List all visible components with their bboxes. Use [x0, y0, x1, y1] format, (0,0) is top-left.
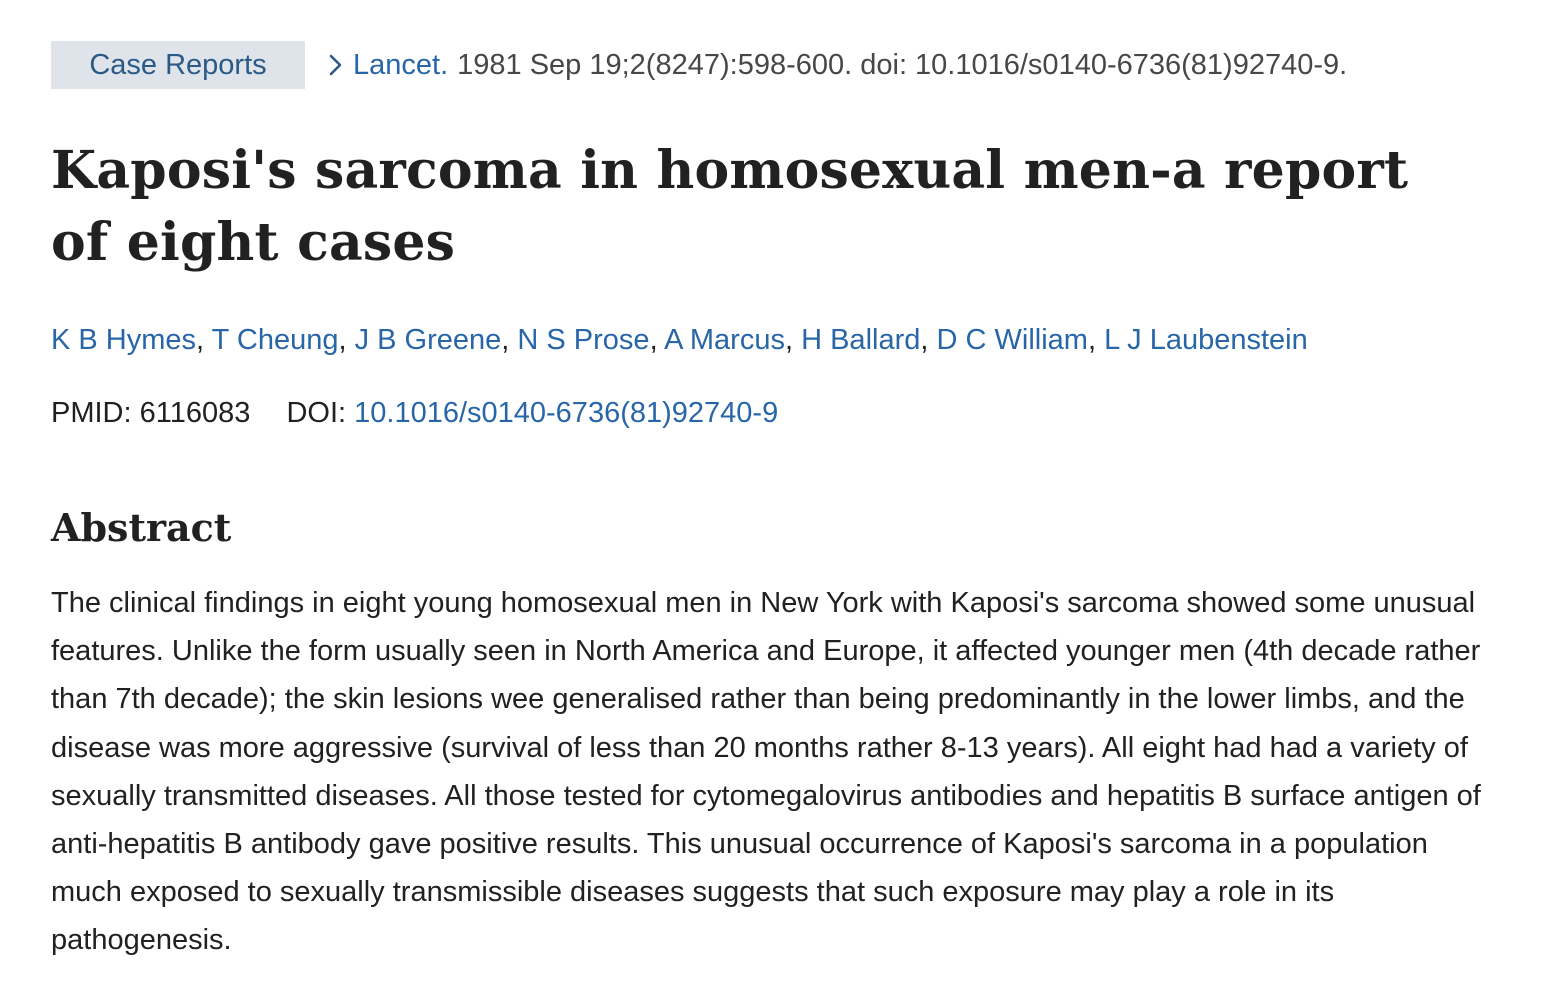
author-separator: , — [784, 324, 802, 356]
author-separator: , — [920, 324, 937, 356]
author-separator: , — [196, 324, 212, 356]
author-link[interactable]: H Ballard — [801, 324, 921, 356]
doi-label: DOI: — [286, 397, 347, 429]
author-link[interactable]: L J Laubenstein — [1104, 324, 1308, 356]
author-separator: , — [1087, 324, 1105, 356]
journal-link[interactable]: Lancet. — [353, 48, 449, 81]
authors-list — [51, 318, 1308, 362]
author-link[interactable]: J B Greene — [354, 324, 502, 356]
author-link[interactable]: K B Hymes — [51, 324, 197, 356]
author-separator: , — [649, 324, 665, 356]
chevron-right-icon — [329, 53, 343, 77]
pmid-label: PMID: — [51, 397, 132, 429]
author-separator: , — [338, 324, 355, 356]
article-identifiers — [51, 391, 778, 435]
article-title: Kaposi's sarcoma in homosexual men-a report of eight cases — [51, 140, 1409, 273]
author-link[interactable]: T Cheung — [211, 324, 339, 356]
author-link[interactable]: N S Prose — [517, 324, 650, 356]
abstract-text: The clinical findings in eight young homosexual men in New York with Kaposi's sarcoma showed some unusual features. Unlike the form usually seen in North America and Europe, it affected younger men (4th decade rather than 7th decade); the skin lesions wee generalised rather than being predominantly in the lower limbs, and the disease was more aggressive (survival of less than 20 months rather 8-13 years). All eight had had a variety of sexually transmitted diseases. All those tested for cytomegalovirus antibodies and hepatitis B surface antigen of anti-hepatitis B antibody gave positive results. This unusual occurrence of Kaposi's sarcoma in a population much exposed to sexually transmissible diseases suggests that such exposure may play a role in its pathogenesis. — [51, 587, 1481, 957]
publication-type-badge[interactable]: Case Reports — [51, 41, 305, 89]
author-link[interactable]: A Marcus — [664, 324, 785, 356]
citation-text: 1981 Sep 19;2(8247):598-600. doi: 10.1016/s0140-6736(81)92740-9. — [457, 48, 1348, 81]
author-link[interactable]: D C William — [936, 324, 1088, 356]
abstract-heading: Abstract — [51, 505, 232, 550]
article-citation-bar — [51, 41, 1347, 89]
doi-link[interactable]: 10.1016/s0140-6736(81)92740-9 — [354, 397, 779, 429]
pmid-value: 6116083 — [139, 397, 251, 429]
author-separator: , — [501, 324, 518, 356]
